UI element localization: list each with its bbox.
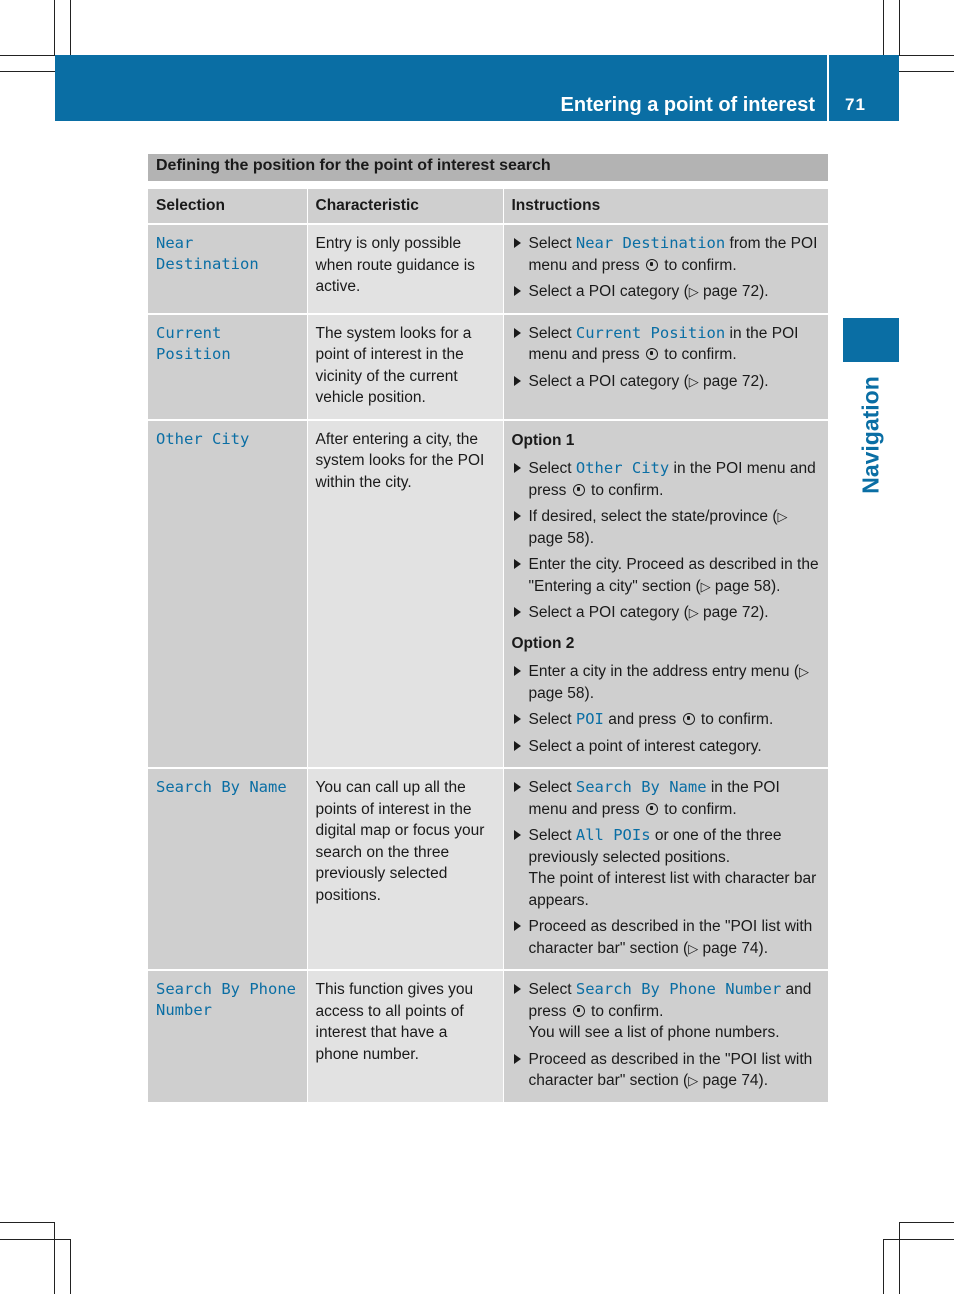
instructions-cell <box>503 224 828 314</box>
page-ref-icon: ▷ <box>688 940 699 956</box>
crop-mark <box>70 0 71 55</box>
instruction-step: Select a POI category (▷ page 72). <box>512 602 820 624</box>
selection-option: Near <box>156 234 194 252</box>
instructions-cell <box>503 314 828 420</box>
page-ref-icon: ▷ <box>688 373 699 389</box>
instruction-step: Enter the city. Proceed as described in the "Entering a city" section (▷ page 58). <box>512 554 820 597</box>
instruction-step: Select All POIs or one of the three previously selected positions. The point of interest list with character bar appears. <box>512 825 820 911</box>
option-heading: Option 1 <box>511 431 575 449</box>
selection-cell <box>148 420 307 769</box>
characteristic-cell: The system looks for a point of interest in the vicinity of the current vehicle position. <box>307 314 503 420</box>
instruction-step: Select a POI category (▷ page 72). <box>512 281 820 303</box>
crop-mark <box>54 0 55 55</box>
instruction-step: Select POI and press to confirm. <box>512 709 820 731</box>
instructions-cell <box>503 970 828 1103</box>
crop-mark <box>883 1239 954 1240</box>
crop-mark <box>899 1222 954 1223</box>
selection-option: Number <box>156 1001 212 1019</box>
poi-position-table <box>148 189 829 1104</box>
instruction-step: Select Search By Phone Number and press to confirm. You will see a list of phone numbers. <box>512 979 820 1044</box>
step-result-note: The point of interest list with character bar appears. <box>528 870 817 909</box>
controller-press-icon <box>646 803 658 815</box>
table-row <box>148 314 828 420</box>
selection-cell <box>148 970 307 1103</box>
section-tab-text: Navigation <box>857 376 884 494</box>
page-ref-icon: ▷ <box>700 578 711 594</box>
crop-mark <box>883 0 884 55</box>
table-row <box>148 768 828 970</box>
crop-mark <box>0 1239 70 1240</box>
selection-option: Current <box>156 323 222 342</box>
crop-mark <box>899 55 954 56</box>
column-header-selection: Selection <box>148 189 307 224</box>
step-result-note: You will see a list of phone numbers. <box>528 1024 780 1041</box>
crop-mark <box>0 1222 55 1223</box>
selection-option: Other City <box>156 429 250 448</box>
menu-item-code: Near Destination <box>575 234 726 252</box>
crop-mark <box>899 1222 900 1294</box>
characteristic-cell: This function gives you access to all points of interest that have a phone number. <box>307 970 503 1103</box>
instructions-cell <box>503 768 828 970</box>
table-caption: Defining the position for the point of interest search <box>148 154 828 181</box>
instruction-step: Enter a city in the address entry menu (▷ page 58). <box>512 661 820 704</box>
page-number: 71 <box>845 95 866 114</box>
characteristic-cell: After entering a city, the system looks for the POI within the city. <box>307 420 503 769</box>
selection-option: Search By Name <box>156 778 287 796</box>
selection-option: Destination <box>156 255 259 273</box>
instruction-step: Proceed as described in the "POI list with character bar" section (▷ page 74). <box>512 1049 820 1092</box>
controller-press-icon <box>646 259 658 271</box>
instruction-step: Select a POI category (▷ page 72). <box>512 371 820 393</box>
crop-mark <box>899 0 900 55</box>
option-heading: Option 2 <box>511 634 575 652</box>
crop-mark <box>0 55 55 56</box>
selection-cell <box>148 768 307 970</box>
crop-mark <box>70 1239 71 1294</box>
table-row <box>148 224 828 314</box>
page-ref-icon: ▷ <box>777 509 788 524</box>
crop-mark <box>54 1222 55 1294</box>
menu-item-code: All POIs <box>575 826 651 844</box>
page-ref-icon: ▷ <box>688 1073 699 1088</box>
selection-option: Position <box>156 344 231 363</box>
instruction-step: Select Current Position in the POI menu and press to confirm. <box>512 323 820 366</box>
instruction-step: Proceed as described in the "POI list with character bar" section (▷ page 74). <box>512 916 820 959</box>
crop-mark <box>883 1239 884 1294</box>
column-header-instructions: Instructions <box>503 189 828 224</box>
page-ref-icon: ▷ <box>688 605 699 620</box>
page-header <box>55 55 827 121</box>
menu-item-code: Other City <box>575 459 670 477</box>
instruction-step: Select Search By Name in the POI menu and press to confirm. <box>512 777 820 820</box>
characteristic-cell: Entry is only possible when route guidance is active. <box>307 224 503 314</box>
menu-item-code: Search By Phone Number <box>575 980 782 998</box>
controller-press-icon <box>683 713 695 725</box>
crop-mark <box>899 71 954 72</box>
selection-cell <box>148 224 307 314</box>
characteristic-cell: You can call up all the points of interest in the digital map or focus your search on the three previously selected positions. <box>307 768 503 970</box>
instruction-step: Select Other City in the POI menu and press to confirm. <box>512 458 820 501</box>
crop-mark <box>0 71 55 72</box>
menu-item-code: Search By Name <box>575 778 707 796</box>
selection-cell <box>148 314 307 420</box>
menu-item-code: POI <box>575 710 604 728</box>
instruction-step: If desired, select the state/province (▷ page 58). <box>512 506 820 549</box>
column-header-characteristic: Characteristic <box>307 189 503 224</box>
table-header-row <box>148 189 828 224</box>
table-row <box>148 420 828 769</box>
selection-option: Search By Phone <box>156 980 296 998</box>
page-ref-icon: ▷ <box>688 284 699 299</box>
instruction-step: Select a point of interest category. <box>512 736 820 758</box>
page-number-box <box>829 55 899 121</box>
instructions-cell <box>503 420 828 769</box>
section-tab <box>843 318 899 362</box>
menu-item-code: Current Position <box>575 323 726 342</box>
controller-press-icon <box>573 1005 585 1017</box>
instruction-step: Select Near Destination from the POI menu and press to confirm. <box>512 233 820 276</box>
table-row <box>148 970 828 1103</box>
page-title: Entering a point of interest <box>560 94 815 116</box>
controller-press-icon <box>646 348 658 360</box>
section-tab-label <box>843 365 899 505</box>
controller-press-icon <box>573 484 585 496</box>
page-ref-icon: ▷ <box>799 664 810 679</box>
